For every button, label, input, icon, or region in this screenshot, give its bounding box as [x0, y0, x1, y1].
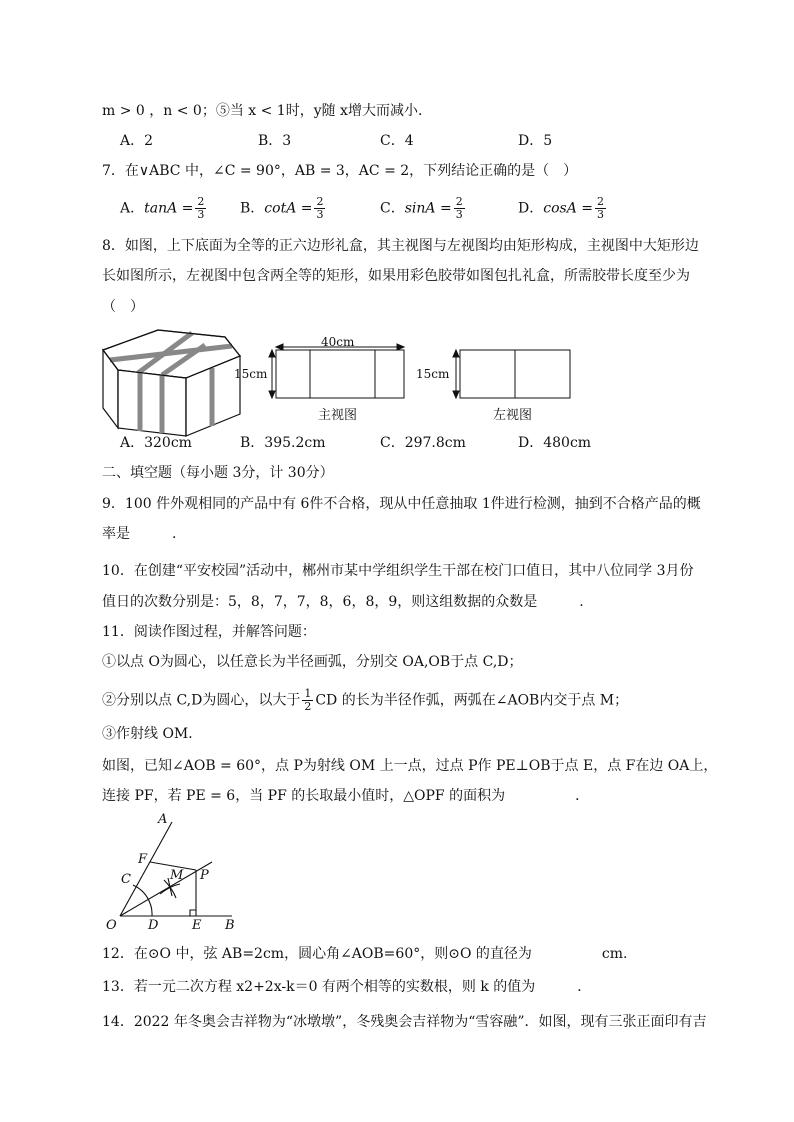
q6-option-a: A．2: [120, 133, 154, 149]
fraction-denominator: 3: [197, 208, 205, 221]
fraction-denominator: 3: [596, 208, 604, 221]
fraction-numerator: 1: [304, 687, 312, 700]
fraction-numerator: 2: [596, 195, 604, 208]
front-width-label: 40cm: [321, 335, 355, 349]
q11-line-6: 连接 PF，若 PE = 6，当 PF 的长取最小值时，△OPF 的面积为 ．: [102, 788, 590, 804]
q7-option-d-label: D．: [518, 200, 544, 217]
q9-line-1: 9．100 件外观相同的产品中有 6件不合格，现从中任意抽取 1件进行检测，抽到不合格产品的概: [102, 496, 701, 512]
q7-option-c-label: C．: [380, 200, 405, 217]
q7-option-d-func: cosA =: [543, 200, 593, 217]
section-2-heading: 二、填空题（每小题 3分，计 30分）: [102, 465, 334, 481]
q8-line-2: 长如图所示，左视图中包含两全等的矩形，如果用彩色胶带如图包扎礼盒，所需胶带长度至少为: [102, 268, 690, 284]
fraction-denominator: 3: [455, 208, 463, 221]
q11-step-2-post: CD 的长为半径作弧，两弧在∠AOB内交于点 M；: [315, 692, 629, 709]
q6-option-b: B．3: [258, 133, 292, 149]
q7-option-a-func: tanA =: [144, 200, 194, 217]
q7-option-c-func: sinA =: [404, 200, 452, 217]
label-m: M: [170, 868, 184, 883]
q6-condition-text: m > 0 ，n < 0；⑤当 x < 1时，y随 x增大而减小．: [102, 103, 432, 119]
fraction-numerator: 2: [197, 195, 205, 208]
q13-text: 13．若一元二次方程 x2+2x-k＝0 有两个相等的实数根，则 k 的值为 ．: [102, 979, 592, 995]
q8-option-a: A．320cm: [120, 435, 192, 451]
q7-option-b-label: B．: [240, 200, 265, 217]
q11-step-2: [102, 688, 628, 713]
side-view-caption: 左视图: [493, 408, 533, 423]
label-o: O: [106, 918, 117, 933]
label-a: A: [158, 812, 168, 827]
label-p: P: [200, 868, 209, 883]
side-height-label: 15cm: [416, 367, 450, 381]
q7-option-b-func: cotA =: [264, 200, 313, 217]
q11-step-2-fraction: [302, 688, 313, 713]
q8-option-b: B．395.2cm: [240, 435, 326, 451]
q8-line-3: （ ）: [102, 299, 144, 315]
front-view-caption: 主视图: [318, 408, 358, 423]
front-height-label: 15cm: [234, 367, 268, 381]
q10-line-1: 10．在创建“平安校园”活动中，郴州市某中学组织学生干部在校门口值日，其中八位同学 3月份: [102, 563, 694, 579]
q14-text: 14．2022 年冬奥会吉祥物为“冰墩墩”，冬残奥会吉祥物为“雪容融”．如图，现有三张正面印有吉: [102, 1014, 707, 1030]
arc-cd: [133, 885, 152, 916]
q11-line-5: 如图，已知∠AOB = 60°，点 P为射线 OM 上一点，过点 P作 PE⊥OB于点 E，点 F在边 OA上，: [102, 758, 718, 774]
fraction-denominator: 2: [304, 700, 312, 713]
front-view-figure: [269, 344, 404, 398]
side-view-figure: [453, 350, 570, 398]
q12-text: 12．在⊙O 中，弦 AB=2cm，圆心角∠AOB=60°，则⊙O 的直径为 cm.: [102, 946, 628, 962]
q8-option-d: D．480cm: [518, 435, 592, 451]
q7-option-a-label: A．: [120, 200, 145, 217]
q11-step-1: ①以点 O为圆心，以任意长为半径画弧，分别交 OA,OB于点 C,D；: [102, 654, 523, 670]
q10-line-2: 值日的次数分别是：5，8，7，7，8，6，8，9，则这组数据的众数是 .: [102, 594, 584, 610]
q8-line-1: 8．如图，上下底面为全等的正六边形礼盒，其主视图与左视图均由矩形构成，主视图中大矩形边: [102, 238, 699, 254]
fraction-denominator: 3: [316, 208, 324, 221]
q7-stem: 7．在∨ABC 中，∠C = 90°，AB = 3，AC = 2，下列结论正确的是（ ）: [102, 163, 578, 179]
front-view-rect: [276, 350, 404, 398]
q11-step-2-pre: ②分别以点 C,D为圆心，以大于: [102, 692, 301, 709]
label-b: B: [225, 918, 235, 933]
label-f: F: [138, 852, 148, 867]
q6-option-d: D．5: [518, 133, 553, 149]
label-c: C: [121, 872, 131, 887]
q6-option-c: C．4: [380, 133, 414, 149]
q11-line-1: 11．阅读作图过程，并解答问题：: [102, 624, 316, 640]
q8-option-c: C．297.8cm: [380, 435, 466, 451]
q11-step-3: ③作射线 OM．: [102, 726, 203, 742]
label-d: D: [148, 918, 159, 933]
fraction-numerator: 2: [455, 195, 463, 208]
box-front-face-middle: [118, 370, 186, 436]
label-e: E: [192, 918, 202, 933]
ray-om: [120, 862, 212, 916]
fraction-numerator: 2: [316, 195, 324, 208]
q9-line-2: 率是 .: [102, 526, 177, 542]
gift-box-figure: [103, 330, 240, 436]
